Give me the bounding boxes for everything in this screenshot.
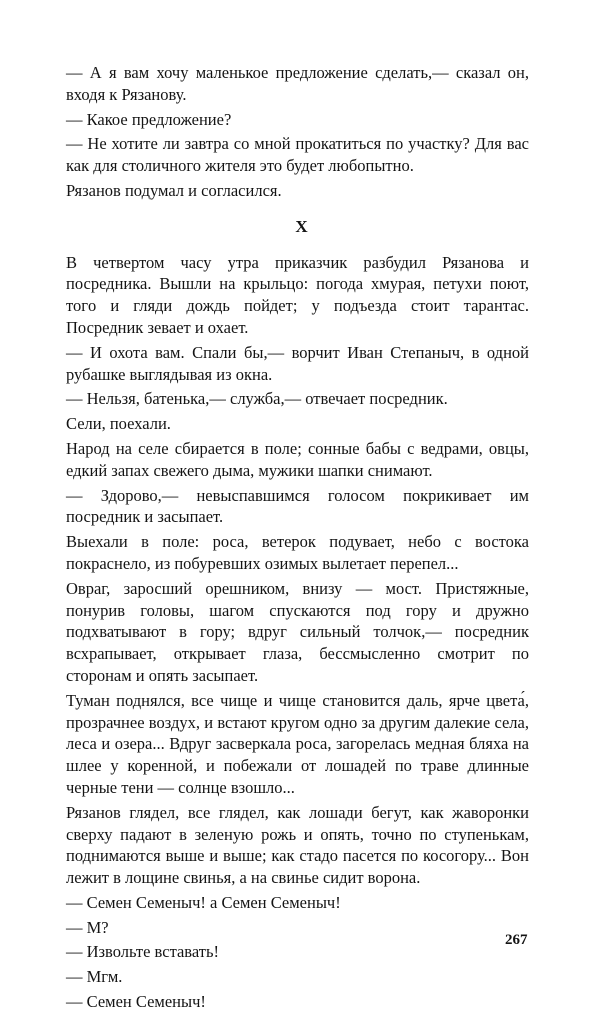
paragraph: — Семен Семеныч! а Семен Семеныч! bbox=[66, 892, 341, 912]
paragraph: Сели, поехали. bbox=[66, 414, 171, 434]
paragraph: Рязанов глядел, все глядел, как лошади бегут, как жаворонки сверху падают в зеленую рожь и опять, точно по ступенькам, поднимаются выше и выше; как стадо пасется по косогору... Вон лежит в лощине свинья, а на свинье сидит ворона. bbox=[66, 802, 529, 888]
paragraph: Выехали в поле: роса, ветерок подувает, небо с востока покраснело, из побуревших озимых вылетает перепел... bbox=[66, 532, 529, 573]
paragraph: — Здорово,— невыспавшимся голосом покрикивает им посредник и засыпает. bbox=[66, 485, 529, 527]
paragraph: — Какое предложение? bbox=[66, 109, 232, 129]
paragraph: Туман поднялся, все чище и чище становится даль, ярче цвета́, прозрачнее воздух, и встают кругом одно за другим далекие села, леса и озера... Вдруг засверкала роса, загорелась медная бляха на шлее у коренной, и побежали от лошадей по траве длинные черные тени — солнце взошло... bbox=[66, 690, 529, 797]
paragraph: Овраг, заросший орешником, внизу — мост. Пристяжные, понурив головы, шагом спускаются под гору и дружно подхватывают в гору; вдруг сильный толчок,— посредник всхрапывает, открывает глаза, бессмысленно смотрит по сторонам и опять засыпает. bbox=[66, 578, 529, 685]
paragraph: — М? bbox=[66, 917, 109, 937]
paragraph: — Мгм. bbox=[66, 967, 123, 987]
paragraph: Народ на селе сбирается в поле; сонные бабы с ведрами, овцы, едкий запах свежего дыма, мужики шапки снимают. bbox=[66, 438, 529, 480]
paragraph: — И охота вам. Спали бы,— ворчит Иван Степаныч, в одной рубашке выглядывая из окна. bbox=[66, 342, 529, 384]
paragraph: — Нельзя, батенька,— служба,— отвечает посредник. bbox=[66, 389, 448, 409]
chapter-heading: X bbox=[295, 216, 308, 236]
paragraph: — Не хотите ли завтра со мной прокатиться по участку? Для вас как для столичного жителя это будет любопытно. bbox=[66, 134, 529, 176]
paragraph: В четвертом часу утра приказчик разбудил Рязанова и посредника. Вышли на крыльцо: погода хмурая, петухи поют, тогo и гляди дождь пойдет; у подъезда стоит тарантас. Посредник зевает и охает. bbox=[66, 252, 529, 337]
paragraph: — Извольте вставать! bbox=[66, 942, 220, 962]
paragraph: — А я вам хочу маленькое предложение сделать,— сказал он, входя к Рязанову. bbox=[66, 63, 529, 104]
page-text bbox=[66, 62, 529, 1013]
paragraph: Рязанов подумал и согласился. bbox=[66, 180, 282, 200]
page-number: 267 bbox=[505, 932, 528, 948]
paragraph: — Семен Семеныч! bbox=[66, 992, 206, 1012]
